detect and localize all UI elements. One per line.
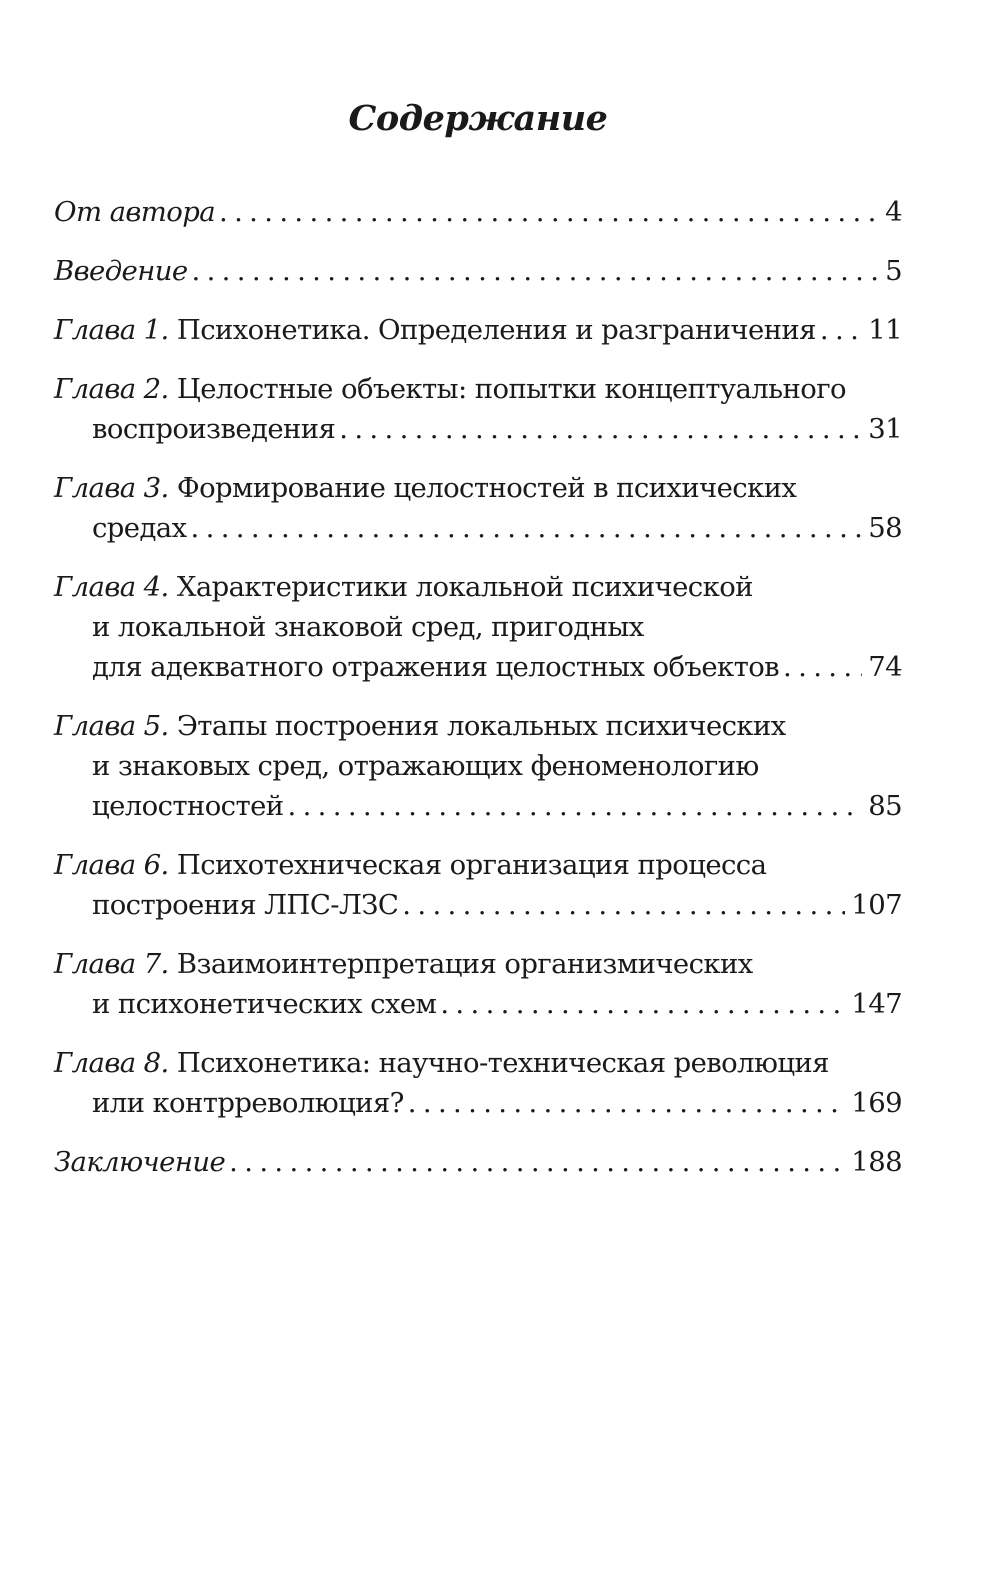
entry-title: построения ЛПС-ЛЗС [92, 889, 399, 921]
page-number: 4 [885, 196, 902, 228]
toc-line [54, 786, 902, 826]
entry-title: целостностей [92, 790, 284, 822]
toc-entry-chapter-8 [54, 1043, 902, 1123]
entry-title: и психонетических схем [92, 988, 437, 1020]
toc-entry-introduction [54, 251, 902, 291]
toc-list [54, 192, 902, 1201]
toc-line [54, 310, 902, 350]
dot-leader [783, 647, 862, 687]
entry-label: Глава 6. [54, 849, 169, 881]
toc-entry-conclusion [54, 1142, 902, 1182]
entry-title: Характеристики локальной психической [176, 571, 753, 603]
toc-line [54, 1043, 902, 1083]
dot-leader [408, 1083, 846, 1123]
page-number: 74 [868, 651, 902, 683]
entry-title: Формирование целостностей в психических [176, 472, 797, 504]
toc-line [54, 984, 902, 1024]
page-number: 85 [868, 790, 902, 822]
toc-entry-chapter-7 [54, 944, 902, 1024]
dot-leader [339, 409, 862, 449]
entry-label: Глава 5. [54, 710, 169, 742]
page-number: 5 [885, 255, 902, 287]
page-number: 11 [868, 314, 902, 346]
toc-line [54, 647, 902, 687]
page-number: 169 [851, 1087, 902, 1119]
entry-title: или контрреволюция? [92, 1087, 404, 1119]
toc-line [54, 1142, 902, 1182]
page-number: 147 [851, 988, 902, 1020]
toc-entry-chapter-5 [54, 706, 902, 826]
entry-label: Глава 2. [54, 373, 169, 405]
toc-entry-from-author [54, 192, 902, 232]
toc-entry-chapter-4 [54, 567, 902, 687]
toc-entry-chapter-3 [54, 468, 902, 548]
toc-line [54, 607, 902, 647]
entry-title: воспроизведения [92, 413, 336, 445]
toc-entry-chapter-1 [54, 310, 902, 350]
dot-leader [192, 251, 880, 291]
toc-line [54, 192, 902, 232]
page-number: 31 [868, 413, 902, 445]
entry-label: Глава 4. [54, 571, 169, 603]
page-number: 188 [851, 1146, 902, 1178]
entry-title: Психонетика: научно-техническая революция [176, 1047, 829, 1079]
page-number: 58 [868, 512, 902, 544]
entry-title: Этапы построения локальных психических [176, 710, 786, 742]
entry-label: Глава 8. [54, 1047, 169, 1079]
dot-leader [820, 310, 862, 350]
toc-line [54, 567, 902, 607]
entry-title: Взаимоинтерпретация организмических [176, 948, 753, 980]
entry-title: и знаковых сред, отражающих феноменологию [92, 750, 759, 782]
toc-line [54, 1083, 902, 1123]
entry-title: Психотехническая организация процесса [176, 849, 767, 881]
dot-leader [191, 508, 863, 548]
entry-title: и локальной знаковой сред, пригодных [92, 611, 644, 643]
entry-title: средах [92, 512, 187, 544]
entry-title: Целостные объекты: попытки концептуального [176, 373, 846, 405]
page-number: 107 [851, 889, 902, 921]
toc-line [54, 508, 902, 548]
toc-line [54, 409, 902, 449]
toc-line [54, 845, 902, 885]
toc-title: Содержание [348, 98, 608, 139]
toc-line [54, 369, 902, 409]
entry-label: Глава 7. [54, 948, 169, 980]
entry-label: Введение [54, 255, 188, 287]
toc-line [54, 251, 902, 291]
entry-label: Заключение [54, 1146, 226, 1178]
entry-label: Глава 1. [54, 314, 169, 346]
toc-entry-chapter-6 [54, 845, 902, 925]
toc-line [54, 706, 902, 746]
dot-leader [229, 1142, 845, 1182]
entry-title: Психонетика. Определения и разграничения [176, 314, 816, 346]
toc-line [54, 885, 902, 925]
toc-line [54, 944, 902, 984]
entry-title: для адекватного отражения целостных объектов [92, 651, 780, 683]
dot-leader [288, 786, 863, 826]
entry-label: От автора [54, 196, 215, 228]
toc-line [54, 468, 902, 508]
dot-leader [440, 984, 845, 1024]
dot-leader [219, 192, 879, 232]
toc-entry-chapter-2 [54, 369, 902, 449]
dot-leader [402, 885, 845, 925]
entry-label: Глава 3. [54, 472, 169, 504]
toc-line [54, 746, 902, 786]
